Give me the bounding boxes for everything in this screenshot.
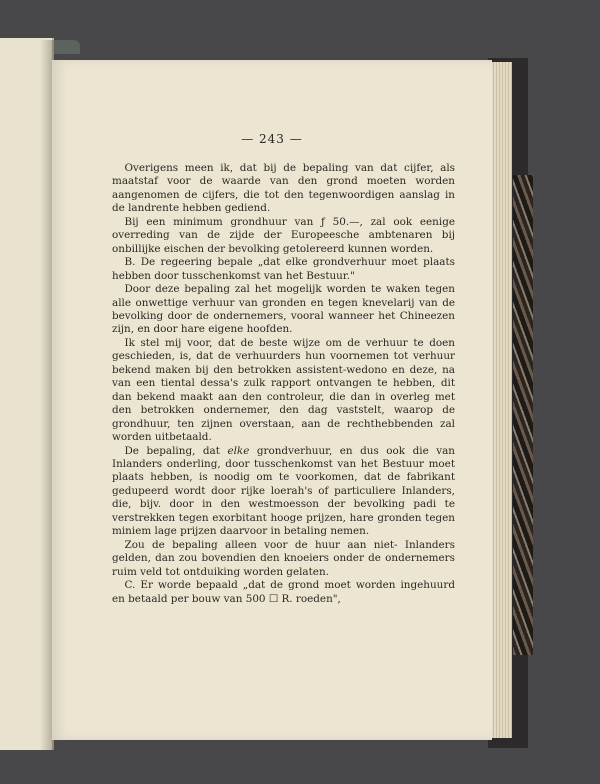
emphasis: elke	[227, 444, 250, 457]
paragraph: C. Er worde bepaald „dat de grond moet worden ingehuurd en betaald per bouw van 500 ☐ R. roeden",	[112, 579, 455, 605]
paragraph: Door deze bepaling zal het mogelijk worden te waken tegen alle onwettige verhuur van gronden en tegen knevelarij van de bevolking door de ondernemers, vooral wanneer het Chineezen zijn, en door hare eigene hoofden.	[112, 283, 455, 336]
marbled-cover-edge	[513, 175, 533, 655]
paragraph: Zou de bepaling alleen voor de huur aan niet- Inlanders gelden, dan zou bovendien den knoeiers onder de ondernemers ruim veld tot ontduiking worden gelaten.	[112, 538, 455, 578]
paragraph: B. De regeering bepale „dat elke grondverhuur moet plaats hebben door tusschenkomst van het Bestuur."	[112, 256, 455, 282]
paragraph: Bij een minimum grondhuur van ƒ 50.—, zal ook eenige overreding van de zijde der Europeesche ambtenaren bij onbillijke eischen der bevolking getolereerd kunnen worden.	[112, 215, 455, 255]
page-number: — 243 —	[241, 132, 303, 146]
text-run: De bepaling, dat	[124, 444, 228, 457]
paragraph: Overigens meen ik, dat bij de bepaling van dat cijfer, als maatstaf voor de waarde van den grond moeten worden aangenomen de cijfers, die tot den tegenwoordigen aanslag in de landrente hebben gediend.	[112, 162, 455, 215]
text-run: grondverhuur, en dus ook die van Inlanders onderling, door tusschenkomst van het Bestuur moet plaats hebben, is noodig om te voorkomen, dat de fabrikant gedupeerd wordt door rijke loerah's of particuliere Inlanders, die, bijv. door in den westmoesson der bevolking padi te verstrekken tegen exorbitant hooge prijzen, hare gronden tegen miniem lage prijzen daarvoor in betaling nemen.	[112, 444, 455, 538]
paragraph	[112, 445, 455, 539]
book-page	[52, 60, 492, 740]
page-body	[112, 162, 455, 606]
paragraph: Ik stel mij voor, dat de beste wijze om de verhuur te doen geschieden, is, dat de verhuurders hun voornemen tot verhuur bekend maken bij den betrokken assistent-wedono en deze, na van een tiental dessa's zulk rapport ontvangen te hebben, dit dan bekend maakt aan den controleur, die dan in overleg met den betrokken ondernemer, den dag vaststelt, waarop de grondhuur, ten zijnen overstaan, aan de rechthebbenden zal worden uitbetaald.	[112, 336, 455, 444]
